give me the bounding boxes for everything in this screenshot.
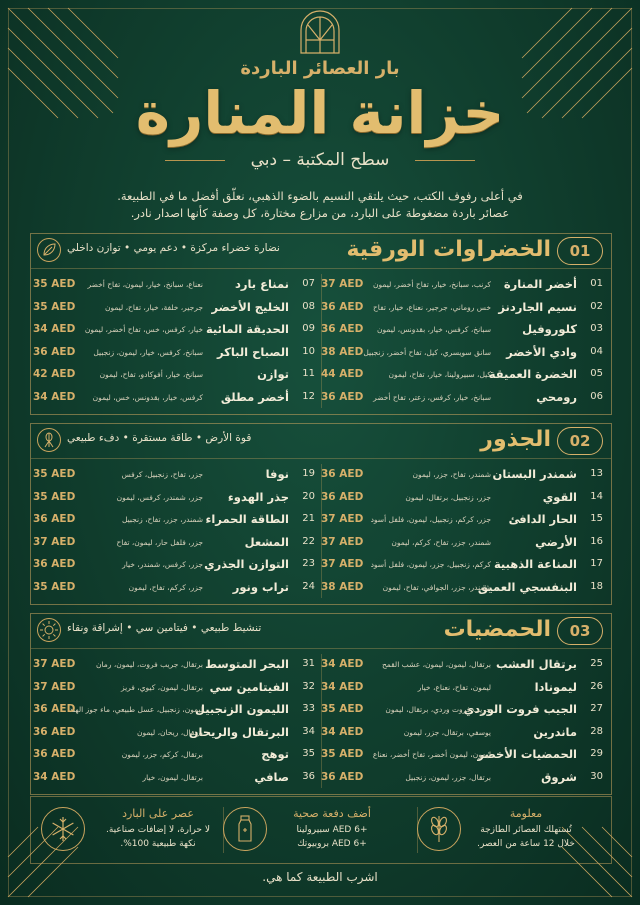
item-ingredients: شمندر، جزر، تفاح، زنجبيل bbox=[121, 515, 203, 524]
item-number: 36 bbox=[302, 770, 315, 782]
item-number: 29 bbox=[590, 748, 603, 759]
menu-item bbox=[33, 489, 315, 509]
item-ingredients: شمندر، جزر، الجوافي، تفاح، ليمون bbox=[382, 582, 491, 592]
item-number: 22 bbox=[302, 535, 315, 547]
item-price: 42 AED bbox=[33, 368, 76, 380]
item-ingredients: ليمون، زنجبيل، عسل طبيعي، ماء جوز الهند bbox=[69, 705, 203, 714]
item-name: البرتقال والريحان bbox=[188, 724, 289, 739]
menu-item bbox=[321, 321, 603, 341]
item-name: الليمون الزنجبيل bbox=[194, 702, 289, 716]
menu-item bbox=[321, 389, 603, 409]
item-price: 36 AED bbox=[33, 558, 76, 570]
menu-item bbox=[33, 321, 315, 341]
item-number: 35 bbox=[302, 748, 315, 759]
item-name: رومحي bbox=[536, 389, 577, 404]
section-title: الحمضيات bbox=[443, 617, 551, 642]
item-ingredients: كركم، زنجبيل، جزر، ليمون، فلفل أسود bbox=[370, 560, 491, 569]
item-ingredients: سبانخ، كرفس، خيار، بقدونس، ليمون bbox=[377, 325, 491, 334]
footer-cold-line-2: نكهة طبيعية 100%. bbox=[120, 839, 196, 849]
item-number: 32 bbox=[302, 680, 315, 692]
item-name: الحمضيات الأخضر bbox=[477, 747, 577, 761]
item-price: 35 AED bbox=[33, 468, 76, 480]
item-ingredients: كرفس، خيار، بقدونس، خس، ليمون bbox=[92, 392, 203, 402]
menu-item bbox=[321, 746, 603, 766]
item-ingredients: سانق سويسري، كيل، تفاح أخضر، زنجبيل bbox=[363, 347, 491, 357]
item-number: 06 bbox=[590, 390, 603, 402]
item-ingredients: برتقال، جزر، ليمون، زنجبيل bbox=[405, 772, 491, 782]
menu-item bbox=[33, 724, 315, 744]
item-price: 36 AED bbox=[321, 390, 364, 403]
menu-item bbox=[33, 701, 315, 721]
footer-divider-1 bbox=[417, 807, 418, 853]
item-ingredients: كيل، سبيرولينا، خيار، تفاح، ليمون bbox=[388, 370, 491, 379]
item-name: المشعل bbox=[244, 534, 289, 549]
item-number: 14 bbox=[590, 490, 603, 502]
item-ingredients: شمندر، تفاح، جزر، ليمون bbox=[412, 470, 491, 479]
item-price: 37 AED bbox=[321, 558, 364, 570]
section-01 bbox=[30, 233, 612, 415]
intro-text bbox=[40, 188, 600, 222]
menu-item bbox=[33, 466, 315, 486]
item-number: 27 bbox=[590, 703, 603, 714]
item-number: 02 bbox=[590, 300, 603, 312]
item-ingredients: جزر، فلفل حار، ليمون، تفاح bbox=[116, 537, 203, 547]
item-price: 36 AED bbox=[33, 725, 76, 738]
item-name: الحديقة المائية bbox=[205, 322, 289, 336]
section-header bbox=[31, 424, 611, 458]
item-name: شمندر البستان bbox=[492, 467, 577, 481]
menu-item bbox=[321, 276, 603, 296]
item-name: التوازن الجذري bbox=[204, 557, 289, 571]
item-price: 36 AED bbox=[321, 300, 364, 313]
item-price: 35 AED bbox=[33, 300, 76, 313]
item-price: 34 AED bbox=[33, 323, 76, 335]
menu-item bbox=[33, 579, 315, 599]
item-number: 04 bbox=[590, 345, 603, 357]
section-header-rule bbox=[31, 458, 611, 459]
item-number: 23 bbox=[302, 558, 315, 569]
item-number: 21 bbox=[302, 513, 315, 524]
section-number-badge: 01 bbox=[557, 237, 603, 265]
item-name: البحر المتوسط bbox=[205, 657, 289, 671]
menu-item bbox=[33, 299, 315, 319]
item-name: البنفسجي العميق bbox=[477, 579, 577, 594]
item-ingredients: خيار، كرفس، خس، تفاح أخضر، ليمون bbox=[84, 325, 203, 334]
item-ingredients: سبانخ، خيار، كرفس، زعتر، تفاح أخضر bbox=[373, 392, 491, 402]
menu-item bbox=[321, 679, 603, 699]
item-name: توازن bbox=[257, 367, 289, 381]
item-name: تراب ونور bbox=[232, 579, 289, 594]
item-price: 37 AED bbox=[33, 658, 76, 670]
menu-item bbox=[33, 769, 315, 789]
menu-item bbox=[321, 534, 603, 554]
item-number: 01 bbox=[590, 278, 603, 289]
item-price: 36 AED bbox=[321, 770, 364, 783]
menu-item bbox=[321, 769, 603, 789]
menu-item bbox=[33, 534, 315, 554]
item-ingredients: جرجير، خلفة، خيار، تفاح، ليمون bbox=[104, 302, 203, 312]
item-price: 38 AED bbox=[321, 580, 364, 593]
item-ingredients: جزر، كرفس، شمندر، خيار bbox=[122, 560, 203, 569]
section-header bbox=[31, 234, 611, 268]
root-icon bbox=[37, 428, 61, 452]
item-price: 36 AED bbox=[321, 323, 364, 335]
item-price: 44 AED bbox=[321, 368, 364, 380]
section-title: الخضراوات الورقية bbox=[346, 237, 551, 262]
bottle-icon bbox=[223, 807, 267, 851]
item-number: 17 bbox=[590, 558, 603, 569]
footer-cold-title: عصر على البارد bbox=[122, 807, 194, 820]
menu-item bbox=[321, 299, 603, 319]
item-ingredients: نعناع، سبانخ، خيار، ليمون، تفاح أخضر bbox=[87, 280, 203, 289]
section-tagline: قوة الأرض • طاقة مستقرة • دفء طبيعي bbox=[67, 432, 252, 444]
item-ingredients: شمندر، جزر، تفاح، كركم، ليمون bbox=[391, 537, 491, 547]
item-price: 34 AED bbox=[321, 680, 364, 693]
item-name: نوفا bbox=[265, 467, 289, 481]
item-name: ليمونادا bbox=[534, 679, 577, 694]
footer-info-title: معلومة bbox=[509, 807, 543, 820]
section-header bbox=[31, 614, 611, 648]
menu-item bbox=[321, 511, 603, 531]
section-number-badge: 02 bbox=[557, 427, 603, 455]
section-tagline: نضارة خضراء مركزة • دعم يومي • توازن داخلي bbox=[67, 242, 280, 254]
menu-item bbox=[33, 656, 315, 676]
lighthouse-window-emblem bbox=[297, 10, 343, 54]
item-number: 30 bbox=[590, 770, 603, 782]
item-number: 28 bbox=[590, 725, 603, 737]
menu-item bbox=[321, 579, 603, 599]
item-number: 11 bbox=[302, 368, 315, 379]
item-name: أخضر المنارة bbox=[503, 277, 577, 291]
footer-boost-title: أضف دفعة صحية bbox=[293, 807, 371, 820]
item-price: 34 AED bbox=[321, 658, 364, 670]
item-number: 26 bbox=[590, 680, 603, 692]
item-name: برتقال العشب bbox=[496, 657, 577, 671]
item-name: الفيتامين سي bbox=[209, 679, 289, 694]
menu-item bbox=[33, 344, 315, 364]
footer-boost-line-2: +6 AED بروبيوتك bbox=[297, 839, 367, 849]
item-name: الخضرة العميقة bbox=[488, 367, 577, 381]
section-tagline: تنشيط طبيعي • فيتامين سي • إشراقة ونقاء bbox=[67, 622, 262, 634]
item-number: 12 bbox=[302, 390, 315, 402]
item-ingredients: برتقال، ليمون، ليمون، عشب القمح bbox=[381, 660, 491, 669]
menu-item bbox=[33, 556, 315, 576]
section-02 bbox=[30, 423, 612, 605]
item-name: الحار الدافئ bbox=[508, 512, 577, 526]
item-name: المناعة الذهبية bbox=[493, 557, 577, 571]
item-number: 15 bbox=[590, 513, 603, 524]
item-ingredients: برتقال، ريحان، ليمون bbox=[136, 727, 203, 737]
item-number: 05 bbox=[590, 368, 603, 379]
item-price: 37 AED bbox=[321, 278, 364, 290]
item-price: 36 AED bbox=[321, 490, 364, 503]
item-name: الجيب فروت الوردي bbox=[463, 702, 577, 716]
item-price: 35 AED bbox=[33, 278, 76, 290]
item-price: 36 AED bbox=[321, 468, 364, 480]
menu-item bbox=[33, 389, 315, 409]
item-ingredients: جريب فروت وردي، برتقال، ليمون bbox=[385, 705, 491, 714]
item-ingredients: خس روماني، جرجير، نعناع، خيار، تفاح bbox=[372, 302, 491, 312]
item-number: 09 bbox=[302, 323, 315, 334]
section-03 bbox=[30, 613, 612, 795]
item-number: 24 bbox=[302, 580, 315, 592]
item-number: 31 bbox=[302, 658, 315, 669]
item-ingredients: جزر، كركم، زنجبيل، ليمون، فلفل أسود bbox=[370, 515, 491, 524]
item-number: 13 bbox=[590, 468, 603, 479]
wheat-icon bbox=[417, 807, 461, 851]
leaf-icon bbox=[37, 238, 61, 262]
item-ingredients: جزر، زنجبيل، برتقال، ليمون bbox=[405, 492, 491, 502]
item-ingredients: جزر، كركم، تفاح، ليمون bbox=[128, 582, 203, 592]
item-price: 34 AED bbox=[33, 770, 76, 783]
item-number: 10 bbox=[302, 345, 315, 357]
item-ingredients: ليمون، تفاح، نعناع، خيار bbox=[417, 682, 491, 692]
item-price: 35 AED bbox=[33, 580, 76, 593]
intro-line-2: عصائر باردة مضغوطة على البارد، من مزارع مختارة، كل وصفة كأنها اصدار نادر. bbox=[130, 206, 510, 220]
section-title: الجذور bbox=[480, 427, 551, 452]
closing-tagline: اشرب الطبيعة كما هي. bbox=[262, 870, 378, 884]
item-number: 19 bbox=[302, 468, 315, 479]
item-ingredients: برتقال، ليمون، كيوي، فريز bbox=[120, 682, 203, 692]
item-name: وادي الأخضر bbox=[506, 344, 577, 359]
item-number: 33 bbox=[302, 703, 315, 714]
menu-item bbox=[321, 556, 603, 576]
menu-item bbox=[33, 366, 315, 386]
footer-boost-cell bbox=[224, 797, 417, 863]
item-price: 35 AED bbox=[33, 490, 76, 503]
item-number: 20 bbox=[302, 490, 315, 502]
item-number: 16 bbox=[590, 535, 603, 547]
item-number: 03 bbox=[590, 323, 603, 334]
item-name: نمناع بارد bbox=[234, 277, 289, 291]
item-number: 18 bbox=[590, 580, 603, 592]
menu-item bbox=[33, 679, 315, 699]
item-number: 07 bbox=[302, 278, 315, 289]
item-price: 34 AED bbox=[321, 725, 364, 738]
item-ingredients: كرنب، سبانخ، خيار، تفاح أخضر، ليمون bbox=[373, 280, 491, 289]
page-title: خزانة المنارة bbox=[135, 79, 505, 147]
menu-item bbox=[321, 489, 603, 509]
menu-item bbox=[33, 511, 315, 531]
item-ingredients: ليمون، ليمون أخضر، تفاح أخضر، نعناع bbox=[372, 750, 491, 759]
item-ingredients: سبانخ، خيار، أفوكادو، تفاح، ليمون bbox=[99, 370, 203, 379]
item-price: 34 AED bbox=[33, 390, 76, 403]
item-price: 35 AED bbox=[321, 748, 364, 760]
item-ingredients: برتقال، ليمون، خيار bbox=[142, 772, 203, 782]
item-number: 08 bbox=[302, 300, 315, 312]
footer-cold-line-1: لا حرارة، لا إضافات صناعية. bbox=[106, 825, 210, 835]
footer-cold-cell bbox=[31, 797, 223, 863]
item-ingredients: جزر، شمندر، كرفس، ليمون bbox=[116, 492, 203, 502]
section-header-rule bbox=[31, 648, 611, 649]
menu-item bbox=[321, 466, 603, 486]
footer-boost-line-1: +6 AED سبيرولينا bbox=[296, 825, 368, 835]
item-price: 37 AED bbox=[321, 535, 364, 548]
item-name: الصباح الباكر bbox=[216, 344, 289, 359]
item-ingredients: يوسفي، برتقال، جزر، ليمون bbox=[403, 727, 491, 737]
item-price: 37 AED bbox=[33, 535, 76, 548]
item-price: 38 AED bbox=[321, 345, 364, 358]
item-price: 36 AED bbox=[33, 513, 76, 525]
item-name: القوي bbox=[542, 489, 577, 504]
menu-item bbox=[321, 724, 603, 744]
item-number: 34 bbox=[302, 725, 315, 737]
item-ingredients: برتقال، كركم، جزر، ليمون bbox=[121, 750, 203, 759]
snowflake-icon bbox=[41, 807, 85, 851]
menu-item bbox=[321, 656, 603, 676]
item-price: 36 AED bbox=[33, 748, 76, 760]
item-price: 35 AED bbox=[321, 703, 364, 715]
item-ingredients: برتقال، جريب فروت، ليمون، رمان bbox=[96, 660, 203, 669]
item-name: ماندرين bbox=[533, 724, 577, 739]
item-price: 36 AED bbox=[33, 345, 76, 358]
item-name: الطاقة الحمراء bbox=[205, 512, 289, 526]
item-ingredients: جزر، تفاح، زنجبيل، كرفس bbox=[121, 470, 203, 479]
footer-info-cell bbox=[418, 797, 611, 863]
menu-item bbox=[321, 701, 603, 721]
sun-icon bbox=[37, 618, 61, 642]
item-name: صافي bbox=[254, 769, 289, 784]
item-name: الخليج الأخضر bbox=[211, 299, 289, 314]
menu-item bbox=[33, 746, 315, 766]
menu-item bbox=[33, 276, 315, 296]
bar-name: بار العصائر الباردة bbox=[240, 58, 400, 79]
item-name: الأرضي bbox=[535, 534, 577, 549]
intro-line-1: في أعلى رفوف الكتب، حيث يلتقي النسيم بالضوء الذهبي، نعلّق أفضل ما في الطبيعة. bbox=[117, 189, 523, 203]
item-price: 37 AED bbox=[321, 513, 364, 525]
footer-info-line-2: خلال 12 ساعة من العصر. bbox=[477, 839, 575, 849]
item-name: شروق bbox=[541, 769, 577, 784]
item-name: أخضر مطلق bbox=[220, 389, 289, 404]
item-name: نسيم الجاردنز bbox=[498, 299, 577, 314]
item-name: جذر الهدوء bbox=[227, 489, 289, 504]
menu-item bbox=[321, 344, 603, 364]
subtitle-rule-right bbox=[415, 160, 475, 161]
footer-info-box bbox=[30, 796, 612, 864]
item-price: 37 AED bbox=[33, 680, 76, 693]
page-subtitle: سطح المكتبة – دبي bbox=[250, 150, 390, 170]
menu-item bbox=[321, 366, 603, 386]
item-number: 25 bbox=[590, 658, 603, 669]
item-price: 36 AED bbox=[33, 703, 76, 715]
item-name: توهج bbox=[261, 747, 289, 761]
footer-divider-2 bbox=[223, 807, 224, 853]
item-ingredients: سبانخ، كرفس، خيار، ليمون، زنجبيل bbox=[93, 347, 203, 357]
section-number-badge: 03 bbox=[557, 617, 603, 645]
section-header-rule bbox=[31, 268, 611, 269]
footer-info-line-1: تُستهلك العصائر الطازجة bbox=[480, 825, 572, 835]
item-name: كلوروفيل bbox=[522, 322, 577, 336]
